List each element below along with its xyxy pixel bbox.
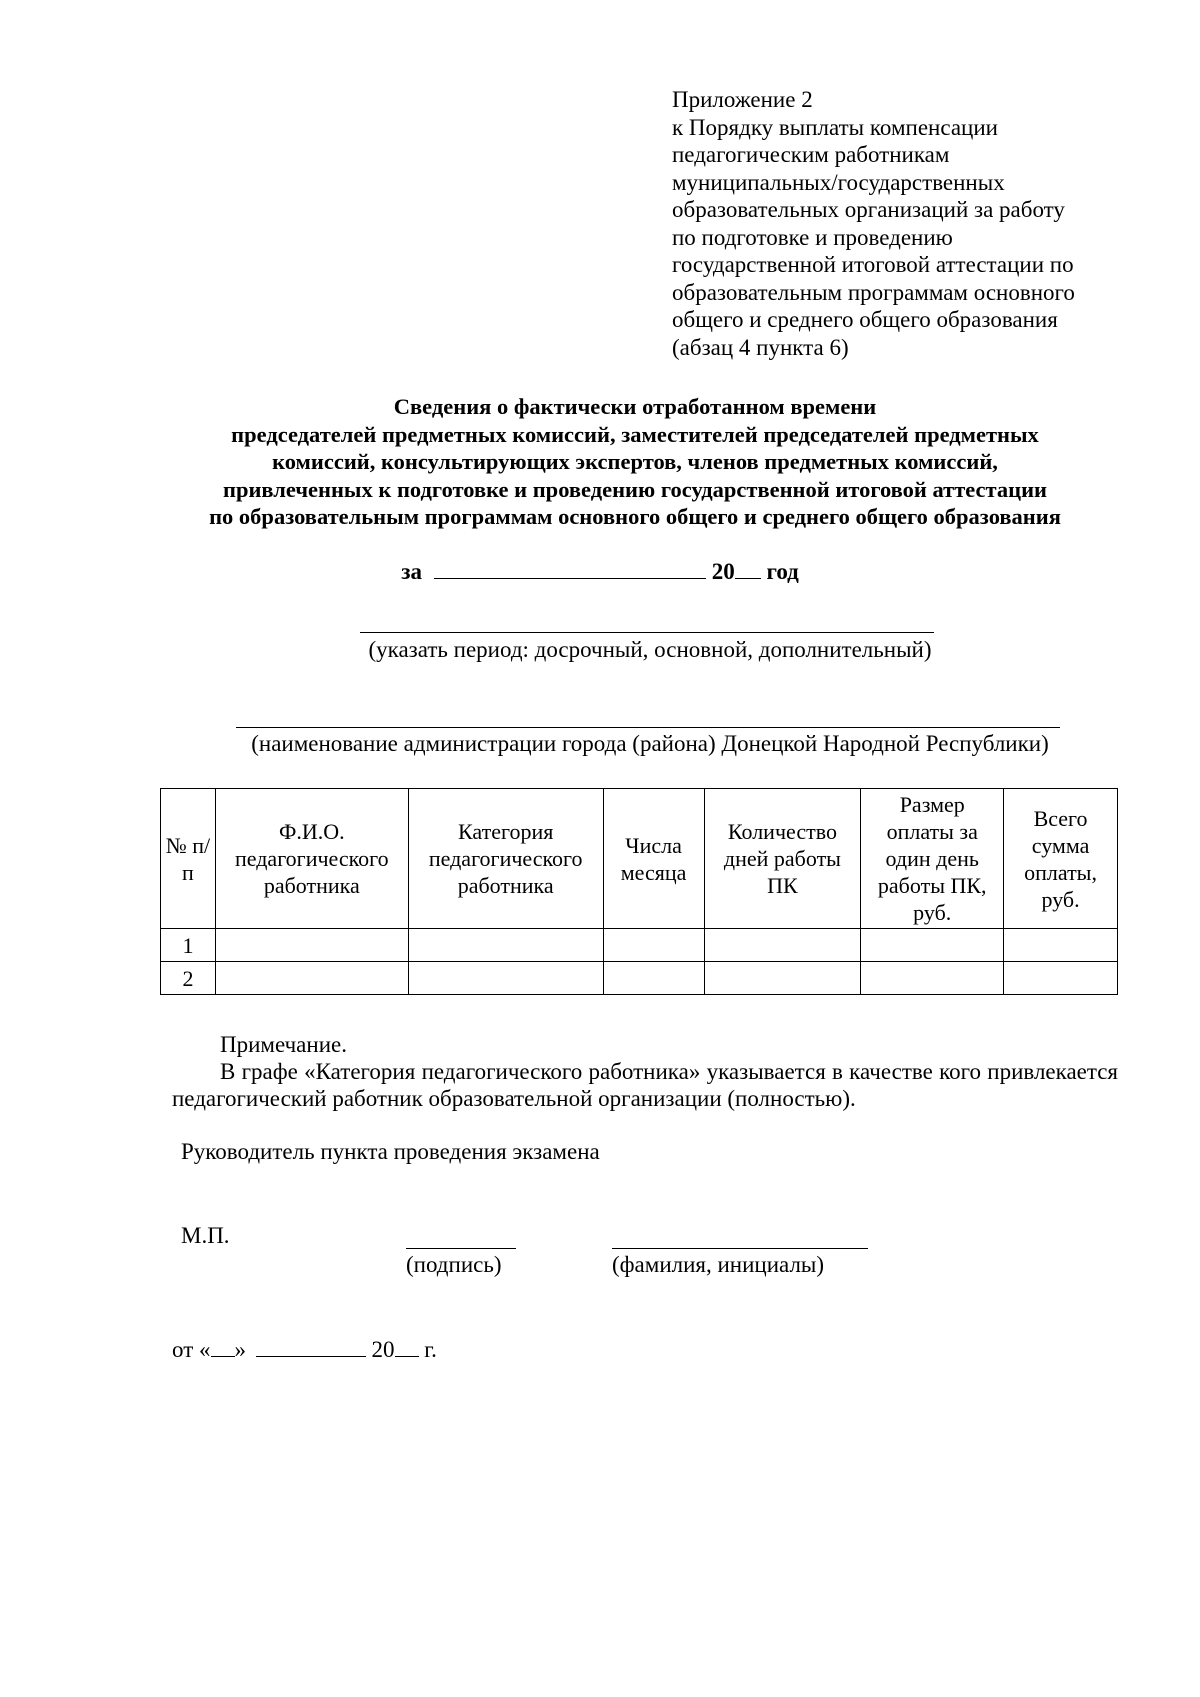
- appendix-line: муниципальных/государственных: [672, 169, 1005, 195]
- title-line: Сведения о фактически отработанном времени: [393, 394, 877, 419]
- appendix-line: Приложение 2: [672, 87, 813, 112]
- date-suffix: г.: [424, 1337, 437, 1362]
- table-cell[interactable]: [861, 929, 1004, 962]
- title-line: привлеченных к подготовке и проведению государственной итоговой аттестации: [222, 476, 1048, 502]
- appendix-line: по подготовке и проведению: [672, 224, 953, 250]
- title-line: по образовательным программам основного общего и среднего общего образования: [209, 504, 1061, 529]
- appendix-line: государственной итоговой аттестации по: [672, 252, 1074, 277]
- document-title: [150, 393, 1120, 531]
- period-hint-caption: (указать период: досрочный, основной, дополнительный): [368, 637, 932, 662]
- period-prefix: за: [401, 559, 422, 584]
- table-cell: 2: [161, 962, 216, 995]
- header-category: Категория педагогического работника: [408, 789, 603, 929]
- header-dates: Числа месяца: [603, 789, 704, 929]
- worktime-table: [160, 788, 1118, 995]
- name-line[interactable]: [612, 1248, 868, 1249]
- signature-heading: Руководитель пункта проведения экзамена: [181, 1139, 600, 1164]
- header-number: № п/п: [161, 789, 216, 929]
- table-cell[interactable]: [215, 962, 408, 995]
- stamp-placeholder: М.П.: [181, 1223, 230, 1248]
- administration-line: [236, 727, 1060, 728]
- table-cell: 1: [161, 929, 216, 962]
- appendix-line: общего и среднего общего образования: [672, 307, 1058, 332]
- period-line: [0, 556, 1200, 585]
- table-cell[interactable]: [215, 929, 408, 962]
- signature-caption: (подпись): [406, 1252, 502, 1277]
- table-cell[interactable]: [704, 929, 861, 962]
- period-suffix: год: [766, 559, 799, 584]
- date-year-blank[interactable]: [395, 1336, 419, 1357]
- period-blank[interactable]: [434, 556, 706, 579]
- period-year-prefix: 20: [711, 559, 735, 584]
- table-row: [161, 962, 1118, 995]
- date-year-prefix: 20: [371, 1337, 395, 1362]
- table-cell[interactable]: [1004, 962, 1118, 995]
- name-caption: (фамилия, инициалы): [612, 1252, 825, 1277]
- header-daily-rate: Размер оплаты за один день работы ПК, руб.: [861, 789, 1004, 929]
- period-year-blank[interactable]: [735, 556, 761, 579]
- appendix-line: образовательных организаций за работу: [672, 197, 1065, 222]
- table-cell[interactable]: [408, 929, 603, 962]
- header-total-payment: Всего сумма оплаты, руб.: [1004, 789, 1118, 929]
- note-title: Примечание.: [220, 1032, 347, 1057]
- table-row: [161, 929, 1118, 962]
- date-line: [172, 1336, 437, 1363]
- date-month-blank[interactable]: [256, 1336, 366, 1357]
- header-days-count: Количество дней работы ПК: [704, 789, 861, 929]
- title-line: председателей предметных комиссий, заместителей председателей предметных: [231, 421, 1039, 447]
- table-header-row: [161, 789, 1118, 929]
- note-body: В графе «Категория педагогического работника» указывается в качестве кого привлекается педагогический работник образовательной организации (полностью).: [172, 1059, 1118, 1111]
- table-cell[interactable]: [861, 962, 1004, 995]
- administration-caption: (наименование администрации города (района) Донецкой Народной Республики): [251, 731, 1049, 756]
- table-cell[interactable]: [603, 962, 704, 995]
- period-hint-line: [360, 632, 934, 633]
- appendix-line: к Порядку выплаты компенсации: [672, 114, 998, 140]
- header-full-name: Ф.И.О. педагогического работника: [215, 789, 408, 929]
- date-quote-close: »: [234, 1337, 246, 1362]
- title-line: комиссий, консультирующих экспертов, членов предметных комиссий,: [272, 449, 998, 474]
- table-cell[interactable]: [408, 962, 603, 995]
- table-cell[interactable]: [603, 929, 704, 962]
- table-cell[interactable]: [704, 962, 861, 995]
- appendix-line: (абзац 4 пункта 6): [672, 334, 849, 360]
- appendix-line: образовательным программам основного: [672, 279, 1075, 305]
- table-cell[interactable]: [1004, 929, 1118, 962]
- date-prefix: от «: [172, 1337, 211, 1362]
- appendix-block: [672, 86, 1132, 361]
- signature-line[interactable]: [406, 1248, 516, 1249]
- appendix-line: педагогическим работникам: [672, 142, 950, 167]
- date-day-blank[interactable]: [211, 1336, 235, 1357]
